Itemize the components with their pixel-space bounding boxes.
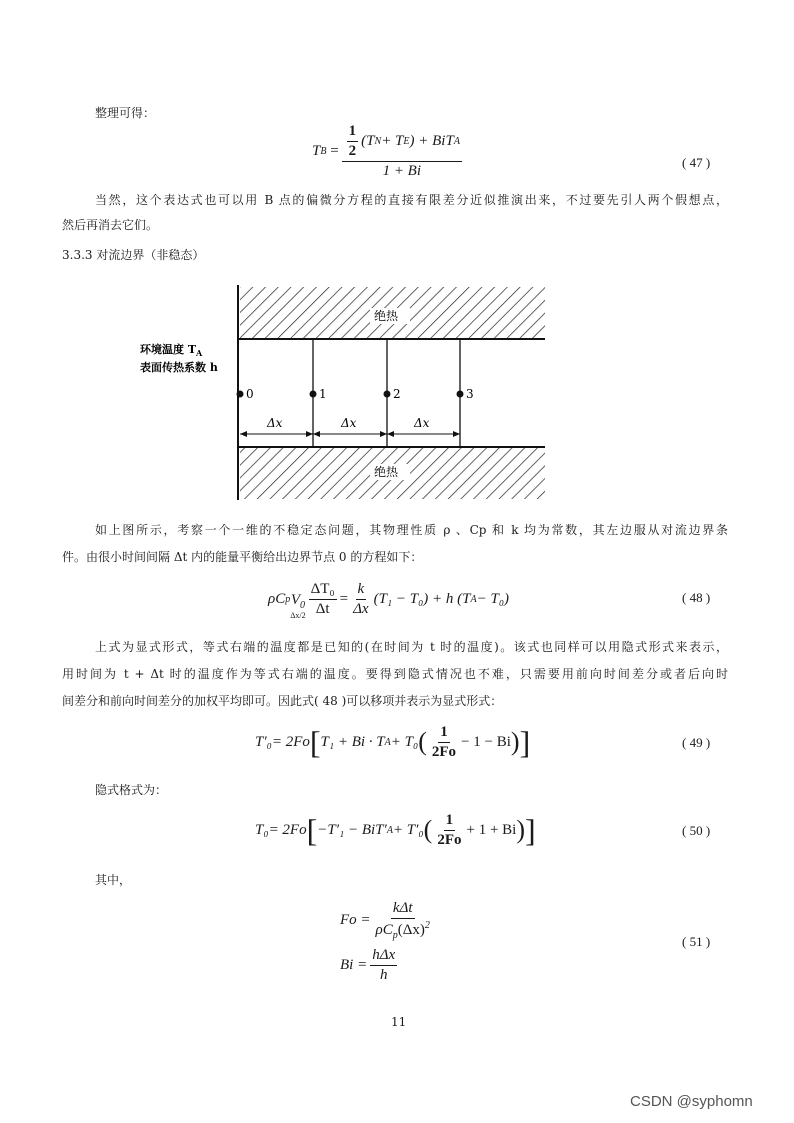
eq-term: T₀ bbox=[255, 821, 269, 838]
node-3 bbox=[457, 391, 464, 398]
eq-term: T′₀ bbox=[255, 733, 272, 750]
equation-number-51: ( 51 ) bbox=[682, 934, 711, 949]
eq-term: − 1 − Bi bbox=[461, 733, 511, 750]
eq-term: 2 bbox=[424, 919, 430, 931]
eq-term: T bbox=[312, 142, 321, 159]
eq-term: 2Fo bbox=[437, 831, 462, 848]
eq-term: k bbox=[356, 581, 367, 600]
equation-51-bi bbox=[340, 945, 400, 985]
eq-term: ρC bbox=[375, 921, 393, 938]
node-0 bbox=[237, 391, 244, 398]
eq-term: A bbox=[384, 736, 391, 748]
dx-label: Δx bbox=[267, 416, 283, 430]
eq-term: A bbox=[453, 135, 460, 147]
eq-term: ΔT₀ bbox=[309, 581, 337, 600]
equation-49: T′₀ = 2Fo [ T₁ + Bi · T A + T₀ ( $\frac{1}{2Fo}$ − 1 − Bi ) ] bbox=[255, 723, 531, 760]
equation-47 bbox=[312, 120, 465, 182]
watermark: CSDN @syphomn bbox=[630, 1093, 753, 1110]
equation-number-50: ( 50 ) bbox=[682, 823, 711, 838]
eq-term: p bbox=[392, 929, 398, 941]
equation-number-48: ( 48 ) bbox=[682, 590, 711, 605]
eq-term: (T₁ − T₀) + h (T bbox=[373, 590, 471, 607]
node-label: 1 bbox=[319, 387, 327, 401]
paragraph-line: 上式为显式形式，等式右端的温度都是已知的(在时间为 t 时的温度)。该式也同样可以用隐式形式来表示， bbox=[95, 640, 728, 654]
ambient-temperature-label: 环境温度 $T_A$ bbox=[140, 343, 203, 358]
paragraph-intro: 整理可得： bbox=[95, 106, 156, 120]
eq-term: = bbox=[339, 590, 349, 607]
eq-term: − T₀) bbox=[476, 590, 510, 607]
eq-term: p bbox=[285, 593, 291, 605]
paragraph-line: 当然，这个表达式也可以用 B 点的偏微分方程的直接有限差分近似推演出来，不过要先引人两个假想点， bbox=[95, 193, 728, 207]
eq-term: Fo = bbox=[340, 911, 371, 928]
eq-term: E bbox=[403, 135, 410, 147]
bottom-insulation-label: 绝热 bbox=[374, 465, 399, 479]
paragraph-line: 如上图所示，考察一个一维的不稳定态问题，其物理性质 ρ 、Cp 和 k 均为常数，其左边服从对流边界条 bbox=[95, 523, 728, 537]
equation-number-47: ( 47 ) bbox=[682, 155, 711, 170]
eq-term: 1 bbox=[347, 123, 359, 142]
section-heading: 3.3.3 对流边界（非稳态） bbox=[62, 248, 205, 262]
eq-term: 0 bbox=[299, 600, 305, 611]
equation-50: T₀ = 2Fo [ −T′₁ − BiT′ A + T′₀ ( $\frac{1}{2Fo}$ + 1 + Bi ) ] bbox=[255, 811, 536, 848]
eq-term: A bbox=[386, 824, 393, 836]
eq-term: h bbox=[379, 966, 388, 983]
node-label: 0 bbox=[246, 387, 254, 401]
equation-48 bbox=[268, 577, 509, 621]
eq-term: Δt bbox=[315, 600, 330, 617]
eq-term: ρC bbox=[268, 590, 286, 607]
eq-term: −T′₁ − BiT′ bbox=[317, 821, 387, 838]
equation-51-fo bbox=[340, 898, 435, 942]
eq-term: (T bbox=[361, 132, 375, 149]
eq-term: 1 bbox=[444, 812, 456, 831]
eq-term: V bbox=[290, 592, 300, 608]
paragraph-line: 件。由很小时间间隔 Δt 内的能量平衡给出边界节点 0 的方程如下： bbox=[62, 550, 423, 564]
eq-term: + 1 + Bi bbox=[466, 821, 517, 838]
dx-label: Δx bbox=[341, 416, 357, 430]
fraction bbox=[342, 123, 462, 180]
top-insulation-label: 绝热 bbox=[374, 309, 399, 323]
page-number: 11 bbox=[391, 1015, 407, 1029]
eq-term: T₁ + Bi · T bbox=[320, 733, 385, 750]
node-label: 3 bbox=[466, 387, 474, 401]
paragraph-line: 其中， bbox=[95, 873, 132, 887]
eq-term: ) + BiT bbox=[409, 132, 454, 149]
eq-term: Δx bbox=[353, 600, 369, 617]
eq-term: N bbox=[374, 135, 382, 147]
eq-term: = 2Fo bbox=[271, 733, 310, 750]
eq-term: 1 bbox=[438, 724, 450, 743]
eq-term: kΔt bbox=[391, 900, 415, 919]
eq-term: Bi = bbox=[340, 956, 368, 973]
paragraph-line: 间差分和前向时间差分的加权平均即可。因此式( 48 )可以移项并表示为显式形式： bbox=[62, 694, 503, 708]
paragraph-line: 然后再消去它们。 bbox=[62, 218, 159, 232]
eq-term: A bbox=[470, 593, 477, 605]
eq-term: = bbox=[326, 142, 339, 159]
heat-transfer-coefficient-label: 表面传热系数 h bbox=[140, 361, 218, 374]
paragraph-line: 隐式格式为： bbox=[95, 783, 168, 797]
eq-term: Δx/2 bbox=[290, 611, 306, 620]
equation-number-49: ( 49 ) bbox=[682, 735, 711, 750]
paragraph-line: 用时间为 t + Δt 时的温度作为等式右端的温度。要得到隐式情况也不难，只需要用前向时间差分或者后向时 bbox=[62, 667, 728, 681]
eq-term: 2Fo bbox=[431, 743, 457, 760]
eq-term: hΔx bbox=[370, 947, 397, 966]
convection-boundary-figure bbox=[130, 282, 550, 502]
eq-term: + T₀ bbox=[390, 733, 419, 750]
node-label: 2 bbox=[393, 387, 401, 401]
eq-term: + T bbox=[381, 132, 404, 149]
eq-term: 1 + Bi bbox=[382, 162, 422, 179]
dx-label: Δx bbox=[414, 416, 430, 430]
eq-term: + T′₀ bbox=[392, 821, 424, 838]
node-1 bbox=[310, 391, 317, 398]
eq-term: B bbox=[320, 145, 327, 157]
eq-term: (Δx) bbox=[397, 921, 425, 938]
node-2 bbox=[384, 391, 391, 398]
eq-term: = 2Fo bbox=[268, 821, 307, 838]
eq-term: 2 bbox=[348, 142, 357, 159]
